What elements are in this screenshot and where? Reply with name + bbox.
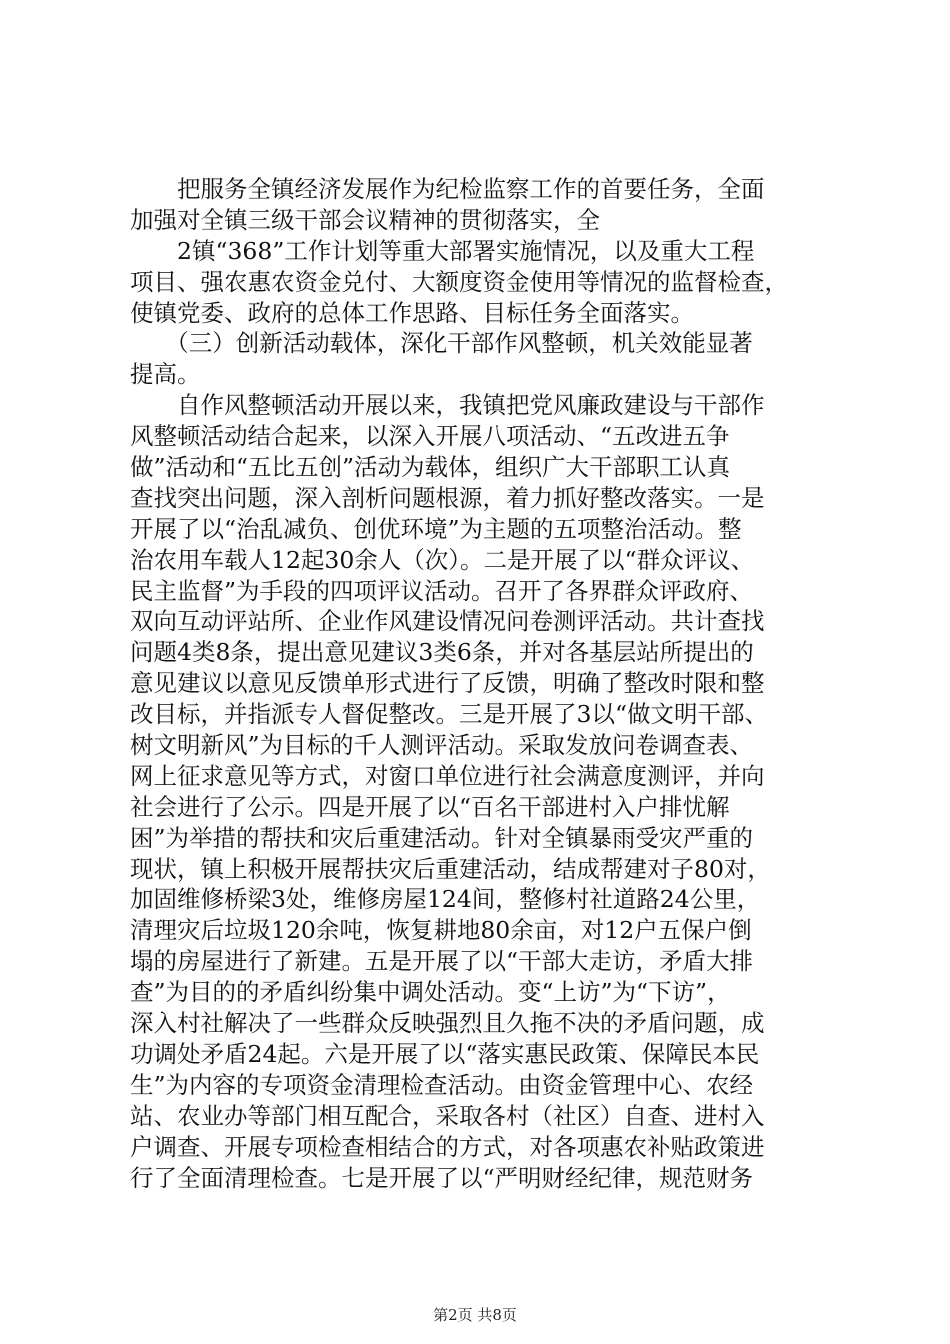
text-line: 2镇“368”工作计划等重大部署实施情况，以及重大工程 (130, 236, 755, 265)
text-line: 项目、强农惠农资金兑付、大额度资金使用等情况的监督检查， (130, 267, 788, 296)
text-line: 风整顿活动结合起来，以深入开展八项活动、“五改进五争 (130, 422, 730, 451)
text-line: 问题4类8条，提出意见建议3类6条，并对各基层站所提出的 (130, 638, 754, 667)
body-text (130, 174, 830, 1193)
page-number-footer: 第2页 共8页 (433, 1306, 517, 1324)
text-line: 开展了以“治乱减负、创优环境”为主题的五项整治活动。整 (130, 514, 742, 543)
text-line: 把服务全镇经济发展作为纪检监察工作的首要任务，全面 (130, 175, 765, 203)
text-line: 双向互动评站所、企业作风建设情况问卷测评活动。共计查找 (130, 607, 765, 636)
text-line: 站、农业办等部门相互配合，采取各村（社区）自查、进村入 (130, 1101, 765, 1130)
text-line: 自作风整顿活动开展以来，我镇把党风廉政建设与干部作 (130, 391, 765, 420)
text-line: 户调查、开展专项检查相结合的方式，对各项惠农补贴政策进 (130, 1132, 765, 1161)
text-line: 社会进行了公示。四是开展了以“百名干部进村入户排忧解 (130, 792, 730, 821)
text-line: 生”为内容的专项资金清理检查活动。由资金管理中心、农经 (130, 1070, 754, 1099)
text-line: 行了全面清理检查。七是开展了以“严明财经纪律，规范财务 (130, 1163, 754, 1192)
text-line: 塌的房屋进行了新建。五是开展了以“干部大走访，矛盾大排 (130, 947, 754, 976)
text-line: 加固维修桥梁3处，维修房屋124间，整修村社道路24公里， (130, 885, 761, 914)
text-line: 加强对全镇三级干部会议精神的贯彻落实，全 (130, 205, 600, 234)
text-line: （三）创新活动载体，深化干部作风整顿，机关效能显著 (130, 329, 753, 358)
text-line: 网上征求意见等方式，对窗口单位进行社会满意度测评，并向 (130, 761, 765, 790)
text-line: 清理灾后垃圾120余吨，恢复耕地80余亩，对12户五保户倒 (130, 916, 752, 945)
text-line: 做”活动和“五比五创”活动为载体，组织广大干部职工认真 (130, 453, 731, 482)
text-line: 困”为举措的帮扶和灾后重建活动。针对全镇暴雨受灾严重的 (130, 823, 754, 852)
text-line: 树文明新风”为目标的千人测评活动。采取发放问卷调查表、 (130, 731, 754, 760)
text-line: 意见建议以意见反馈单形式进行了反馈，明确了整改时限和整 (130, 669, 765, 698)
text-line: 功调处矛盾24起。六是开展了以“落实惠民政策、保障民本民 (130, 1039, 760, 1068)
text-line: 治农用车载人12起30余人（次）。二是开展了以“群众评议、 (130, 545, 755, 574)
text-line: 查找突出问题，深入剖析问题根源，着力抓好整改落实。一是 (130, 483, 765, 512)
text-line: 查”为目的的矛盾纠纷集中调处活动。变“上访”为“下访”， (130, 978, 731, 1007)
text-line: 改目标，并指派专人督促整改。三是开展了3以“做文明干部、 (130, 700, 768, 729)
text-line: 现状，镇上积极开展帮扶灾后重建活动，结成帮建对子80对， (130, 854, 771, 883)
text-line: 提高。 (130, 360, 201, 389)
text-line: 民主监督”为手段的四项评议活动。召开了各界群众评政府、 (130, 576, 754, 605)
text-line: 深入村社解决了一些群众反映强烈且久拖不决的矛盾问题，成 (130, 1009, 765, 1038)
text-line: 使镇党委、政府的总体工作思路、目标任务全面落实。 (130, 298, 694, 327)
